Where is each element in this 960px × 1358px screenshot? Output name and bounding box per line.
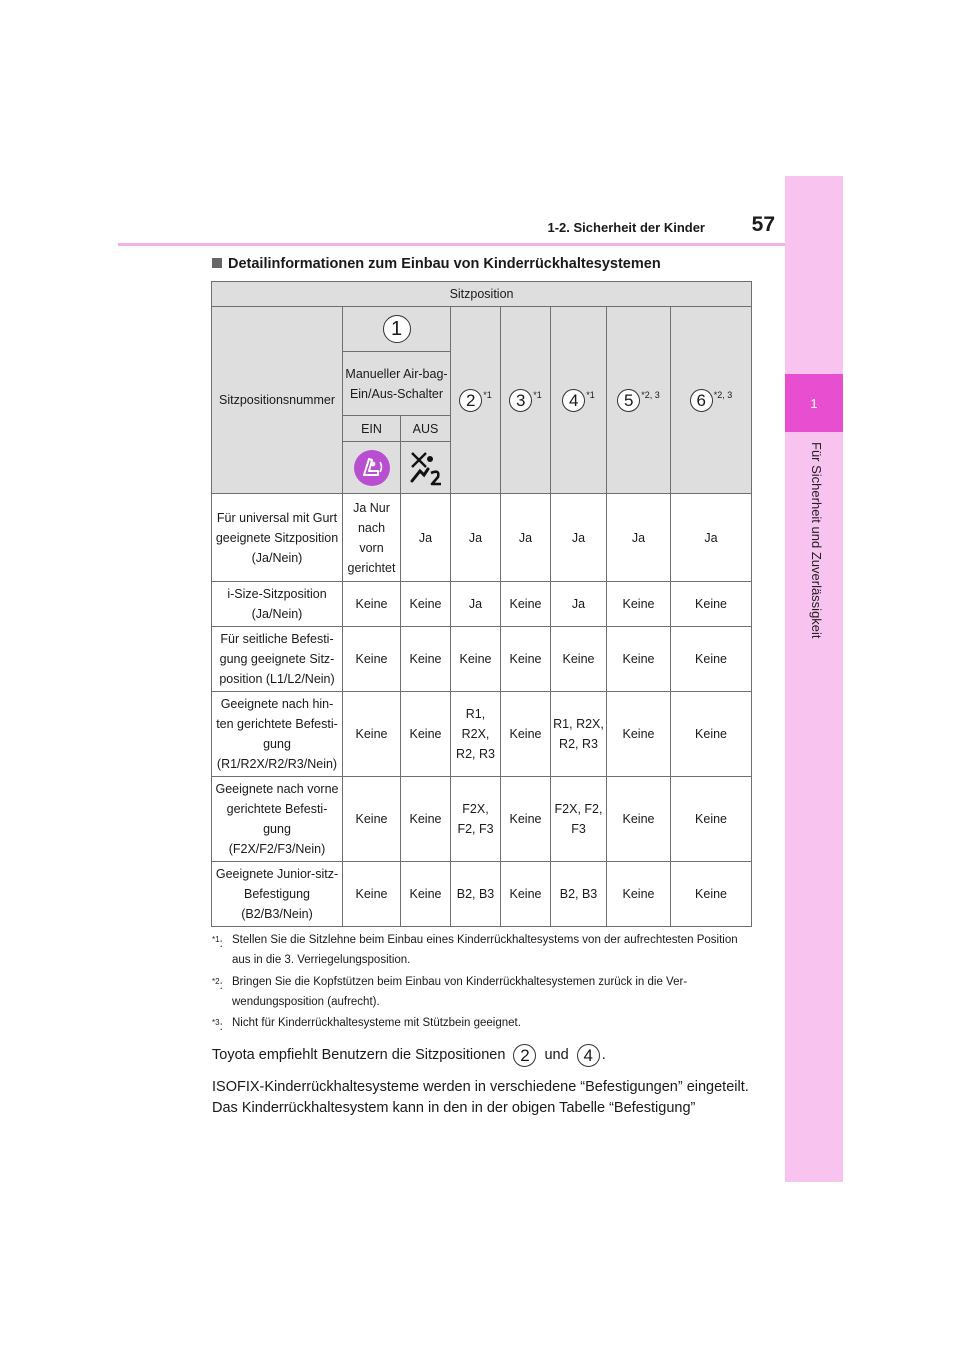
seat-3-cell: 3 $^{*1}$ — [501, 307, 551, 494]
row-label: Für seitliche Befesti-gung geeignete Sitz-position (L1/L2/Nein) — [212, 627, 343, 692]
table-cell: Keine — [343, 582, 401, 627]
table-row — [212, 692, 752, 777]
table-cell: Keine — [501, 777, 551, 862]
footnote-text: Bringen Sie die Kopfstützen beim Einbau von Kinderrückhaltesystemen zurück in die Ver-wendungsposition (aufrecht). — [232, 976, 688, 1008]
table-row — [212, 862, 752, 927]
table-row — [212, 494, 752, 582]
table-cell: R1, R2X, R2, R3 — [551, 692, 607, 777]
seat-1-cell — [343, 307, 451, 352]
table-cell: Keine — [401, 862, 451, 927]
airbag-switch-label: Manueller Air-bag-Ein/Aus-Schalter — [343, 352, 451, 416]
table-cell: Keine — [671, 777, 752, 862]
row-label: Geeignete nach vorne gerichtete Befesti-gung (F2X/F2/F3/Nein) — [212, 777, 343, 862]
header-rule — [118, 243, 785, 246]
table-cell: Keine — [451, 627, 501, 692]
table-row — [212, 777, 752, 862]
table-cell: R1, R2X, R2, R3 — [451, 692, 501, 777]
table-cell: Ja — [607, 494, 671, 582]
table-cell: Keine — [607, 627, 671, 692]
seat-number-badge: 4 — [577, 1044, 600, 1067]
row-label: i-Size-Sitzposition (Ja/Nein) — [212, 582, 343, 627]
section-title: Detailinformationen zum Einbau von Kinderrückhaltesystemen — [212, 256, 661, 272]
table-cell: Keine — [501, 692, 551, 777]
table-cell: Keine — [607, 777, 671, 862]
row-label: Geeignete Junior-sitz-Befestigung (B2/B3/Nein) — [212, 862, 343, 927]
table-cell: F2X, F2, F3 — [451, 777, 501, 862]
table-cell: Keine — [607, 862, 671, 927]
table-cell: Ja Nur nach vorn gerichtet — [343, 494, 401, 582]
seat-2-cell: 2 $^{*1}$ — [451, 307, 501, 494]
airbag-off-icon-cell — [401, 442, 451, 494]
chapter-title: Für Sicherheit und Zuverlässigkeit — [809, 442, 824, 639]
footnote-mark: $^{*3}$: — [212, 1018, 223, 1033]
table-cell: Keine — [501, 862, 551, 927]
table-cell: Keine — [401, 627, 451, 692]
table-cell: Keine — [401, 692, 451, 777]
table-cell: Ja — [551, 494, 607, 582]
table-row — [212, 627, 752, 692]
row-label: Für universal mit Gurt geeignete Sitzposition (Ja/Nein) — [212, 494, 343, 582]
airbag-off-label: AUS — [401, 416, 451, 442]
table-cell: Keine — [401, 777, 451, 862]
table-cell: Ja — [671, 494, 752, 582]
footnote-2 — [212, 972, 752, 1012]
footnote-3 — [212, 1013, 752, 1033]
table-cell: Keine — [501, 582, 551, 627]
table-cell: Keine — [671, 862, 752, 927]
child-seat-table — [211, 281, 752, 927]
seat-5-cell: 5 $^{*2, 3}$ — [607, 307, 671, 494]
table-cell: Ja — [501, 494, 551, 582]
airbag-off-icon — [406, 449, 446, 487]
seat-number-label: Sitzpositionsnummer — [212, 307, 343, 494]
footnote-mark: $^{*1}$: — [212, 935, 223, 950]
table-cell: Keine — [551, 627, 607, 692]
table-cell: Keine — [607, 692, 671, 777]
airbag-on-icon-cell — [343, 442, 401, 494]
table-cell: Ja — [401, 494, 451, 582]
table-top-header: Sitzposition — [212, 282, 752, 307]
table-row — [212, 582, 752, 627]
seat-number-badge: 2 — [513, 1044, 536, 1067]
child-seat-airbag-on-icon — [354, 450, 390, 486]
footnote-1 — [212, 930, 752, 970]
table-cell: Keine — [401, 582, 451, 627]
chapter-number: 1 — [785, 374, 843, 432]
table-cell: Ja — [451, 582, 501, 627]
table-cell: Keine — [671, 692, 752, 777]
footnote-text: Nicht für Kinderrückhaltesysteme mit Stützbein geeignet. — [232, 1017, 521, 1029]
table-cell: Keine — [501, 627, 551, 692]
seat-6-cell: 6 $^{*2, 3}$ — [671, 307, 752, 494]
seat-number-badge: 1 — [383, 315, 411, 343]
table-cell: Keine — [607, 582, 671, 627]
table-cell: B2, B3 — [451, 862, 501, 927]
table-cell: B2, B3 — [551, 862, 607, 927]
footnote-text: Stellen Sie die Sitzlehne beim Einbau eines Kinderrückhaltesystems von der aufrechtesten Position aus in die 3. Verriegelungsposition. — [232, 934, 738, 966]
table-cell: F2X, F2, F3 — [551, 777, 607, 862]
row-label: Geeignete nach hin-ten gerichtete Befesti-gung (R1/R2X/R2/R3/Nein) — [212, 692, 343, 777]
table-cell: Keine — [343, 627, 401, 692]
table-cell: Keine — [671, 582, 752, 627]
page-number: 57 — [751, 213, 775, 236]
table-cell: Ja — [451, 494, 501, 582]
isofix-paragraph: ISOFIX-Kinderrückhaltesysteme werden in verschiedene “Befestigungen” eingeteilt. Das Kinderrückhaltesystem kann in den in der obigen Tabelle “Befestigung” — [212, 1079, 749, 1116]
table-cell: Keine — [343, 692, 401, 777]
table-cell: Keine — [343, 777, 401, 862]
airbag-on-label: EIN — [343, 416, 401, 442]
table-cell: Keine — [343, 862, 401, 927]
bullet-square-icon — [212, 258, 222, 268]
seat-4-cell: 4 $^{*1}$ — [551, 307, 607, 494]
recommendation-text: Toyota empfiehlt Benutzern die Sitzpositionen 2 und 4 . — [212, 1045, 606, 1065]
table-cell: Keine — [671, 627, 752, 692]
table-cell: Ja — [551, 582, 607, 627]
section-heading: 1-2. Sicherheit der Kinder — [547, 220, 705, 235]
footnote-mark: $^{*2}$: — [212, 977, 223, 992]
